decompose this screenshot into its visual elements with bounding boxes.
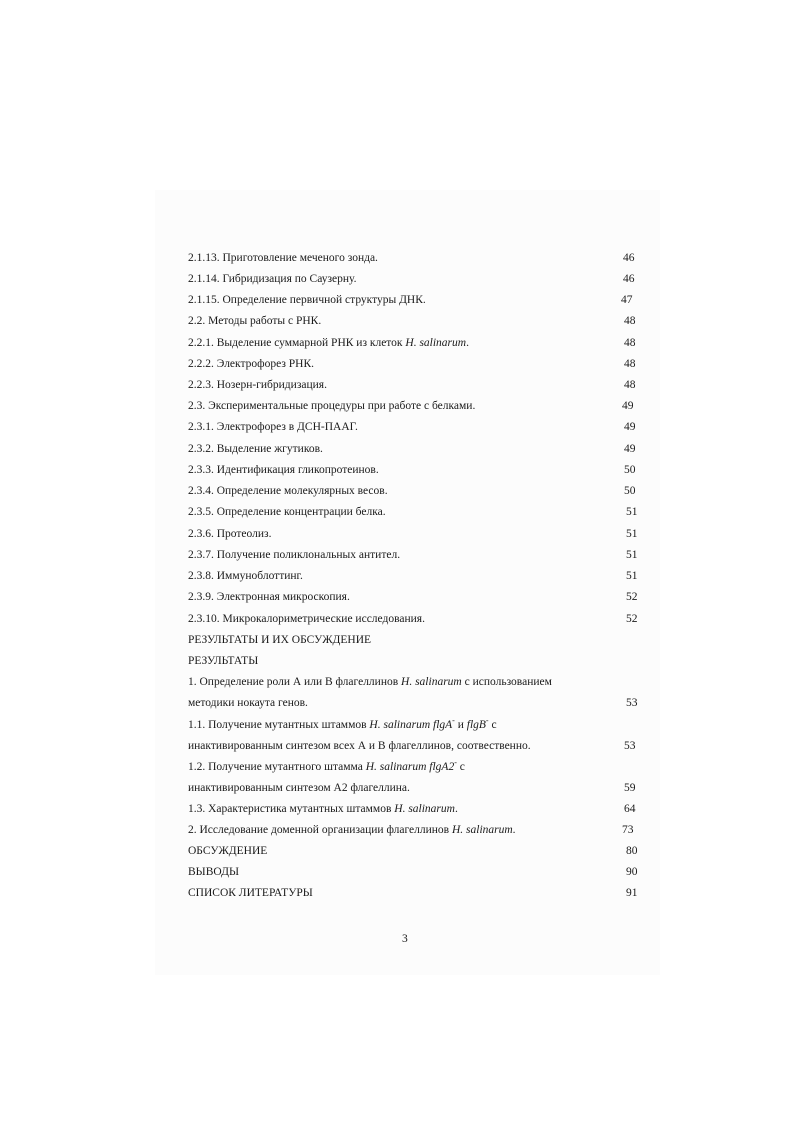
toc-entry-page: 48 xyxy=(624,337,636,349)
toc-entry-1-1-line2: инактивированным синтезом всех А и В флагеллинов, соотвественно. xyxy=(188,740,531,752)
toc-entry-page: 49 xyxy=(622,400,634,412)
toc-entry-page: 51 xyxy=(626,570,638,582)
toc-entry-page: 48 xyxy=(624,358,636,370)
toc-entry xyxy=(188,612,425,626)
toc-section-conclusions: ВЫВОДЫ xyxy=(188,866,239,878)
toc-entry xyxy=(188,293,426,307)
toc-entry-number: 2.3.10. xyxy=(188,613,220,625)
toc-entry-page: 53 xyxy=(624,740,636,752)
toc-entry-1-2-line1: 1.2. Получение мутантного штамма H. salinarum flgA2- с xyxy=(188,758,465,773)
toc-entry-page: 49 xyxy=(624,421,636,433)
toc-entry-number: 2.3.5. xyxy=(188,506,214,518)
toc-entry-title: Электронная микроскопия. xyxy=(216,591,350,603)
toc-entry-number: 2.3.4. xyxy=(188,485,214,497)
toc-entry-1-1-line1: 1.1. Получение мутантных штаммов H. salinarum flgA- и flgB- с xyxy=(188,716,497,731)
toc-entry-number: 2.3.9. xyxy=(188,591,214,603)
toc-entry-title: Электрофорез в ДСН-ПААГ. xyxy=(216,421,358,433)
toc-entry xyxy=(188,251,378,265)
toc-entry-page: 46 xyxy=(623,252,635,264)
toc-entry xyxy=(188,442,323,456)
toc-entry-page: 51 xyxy=(626,506,638,518)
toc-entry-number: 2.2. xyxy=(188,315,206,327)
toc-entry-title: Иммуноблоттинг. xyxy=(216,570,303,582)
toc-entry xyxy=(188,505,386,519)
toc-entry-page: 90 xyxy=(626,866,638,878)
toc-entry-page: 59 xyxy=(624,782,636,794)
toc-entry-page: 48 xyxy=(624,379,636,391)
toc-entry-number: 2.3.8. xyxy=(188,570,214,582)
toc-entry xyxy=(188,569,303,583)
toc-entry xyxy=(188,399,475,413)
toc-entry-number: 2.2.1. xyxy=(188,337,214,349)
toc-entry-title: Экспериментальные процедуры при работе с белками. xyxy=(208,400,476,412)
toc-section-results-discussion: РЕЗУЛЬТАТЫ И ИХ ОБСУЖДЕНИЕ xyxy=(188,634,372,646)
toc-entry-1-2-line2: инактивированным синтезом А2 флагеллина. xyxy=(188,782,410,794)
toc-entry-1-line2: методики нокаута генов. xyxy=(188,697,308,709)
toc-entry-title: Определение молекулярных весов. xyxy=(216,485,388,497)
toc-entry-2: 2. Исследование доменной организации флагеллинов H. salinarum. xyxy=(188,824,516,836)
toc-entry-page: 53 xyxy=(626,697,638,709)
toc-entry-page: 51 xyxy=(626,528,638,540)
toc-entry-title: Выделение суммарной РНК из клеток H. salinarum. xyxy=(216,337,469,349)
toc-entry-page: 91 xyxy=(626,887,638,899)
page-number: 3 xyxy=(402,933,408,945)
toc-entry-title: Приготовление меченого зонда. xyxy=(222,252,378,264)
toc-entry xyxy=(188,272,357,286)
toc-entry-page: 48 xyxy=(624,315,636,327)
toc-entry-1-line1: 1. Определение роли А или В флагеллинов H. salinarum с использованием xyxy=(188,676,552,688)
toc-entry-title: Протеолиз. xyxy=(216,528,272,540)
toc-entry-page: 47 xyxy=(621,294,633,306)
toc-entry-page: 80 xyxy=(626,845,638,857)
toc-entry xyxy=(188,548,400,562)
toc-entry-title: Микрокалориметрические исследования. xyxy=(222,613,425,625)
toc-entry-title: Выделение жгутиков. xyxy=(216,443,323,455)
toc-entry-title: Идентификация гликопротеинов. xyxy=(216,464,379,476)
toc-entry-page: 51 xyxy=(626,549,638,561)
toc-section-results: РЕЗУЛЬТАТЫ xyxy=(188,655,259,667)
toc-entry-number: 2.3.3. xyxy=(188,464,214,476)
toc-entry-number: 2.1.15. xyxy=(188,294,220,306)
toc-entry xyxy=(188,357,314,371)
toc-entry-title: Электрофорез РНК. xyxy=(216,358,314,370)
toc-entry-number: 2.3.1. xyxy=(188,421,214,433)
toc-entry xyxy=(188,420,358,434)
toc-entry xyxy=(188,378,327,392)
toc-entry-number: 2.2.2. xyxy=(188,358,214,370)
toc-entry-page: 52 xyxy=(626,613,638,625)
toc-entry-number: 2.1.13. xyxy=(188,252,220,264)
toc-entry xyxy=(188,336,469,350)
toc-entry xyxy=(188,590,350,604)
toc-section-discussion: ОБСУЖДЕНИЕ xyxy=(188,845,268,857)
toc-entry-number: 2.3.7. xyxy=(188,549,214,561)
toc-entry-page: 50 xyxy=(624,485,636,497)
toc-entry xyxy=(188,527,271,541)
toc-entry-title: Получение поликлональных антител. xyxy=(216,549,401,561)
toc-entry-number: 2.2.3. xyxy=(188,379,214,391)
toc-entry-page: 46 xyxy=(623,273,635,285)
toc-section-references: СПИСОК ЛИТЕРАТУРЫ xyxy=(188,887,313,899)
toc-entry xyxy=(188,484,388,498)
toc-entry-title: Гибридизация по Саузерну. xyxy=(222,273,357,285)
toc-entry-page: 64 xyxy=(624,803,636,815)
toc-entry-page: 73 xyxy=(622,824,634,836)
toc-entry-title: Определение концентрации белка. xyxy=(216,506,386,518)
toc-entry-title: Определение первичной структуры ДНК. xyxy=(222,294,426,306)
toc-entry-title: Методы работы с РНК. xyxy=(208,315,322,327)
toc-entry-page: 50 xyxy=(624,464,636,476)
toc-entry-number: 2.3.2. xyxy=(188,443,214,455)
toc-entry xyxy=(188,463,379,477)
toc-entry-page: 49 xyxy=(624,443,636,455)
toc-entry-1-3: 1.3. Характеристика мутантных штаммов H. salinarum. xyxy=(188,803,458,815)
toc-entry xyxy=(188,314,321,328)
toc-entry-number: 2.3. xyxy=(188,400,206,412)
toc-entry-title: Нозерн-гибридизация. xyxy=(216,379,327,391)
toc-entry-number: 2.3.6. xyxy=(188,528,214,540)
toc-entry-page: 52 xyxy=(626,591,638,603)
toc-entry-number: 2.1.14. xyxy=(188,273,220,285)
